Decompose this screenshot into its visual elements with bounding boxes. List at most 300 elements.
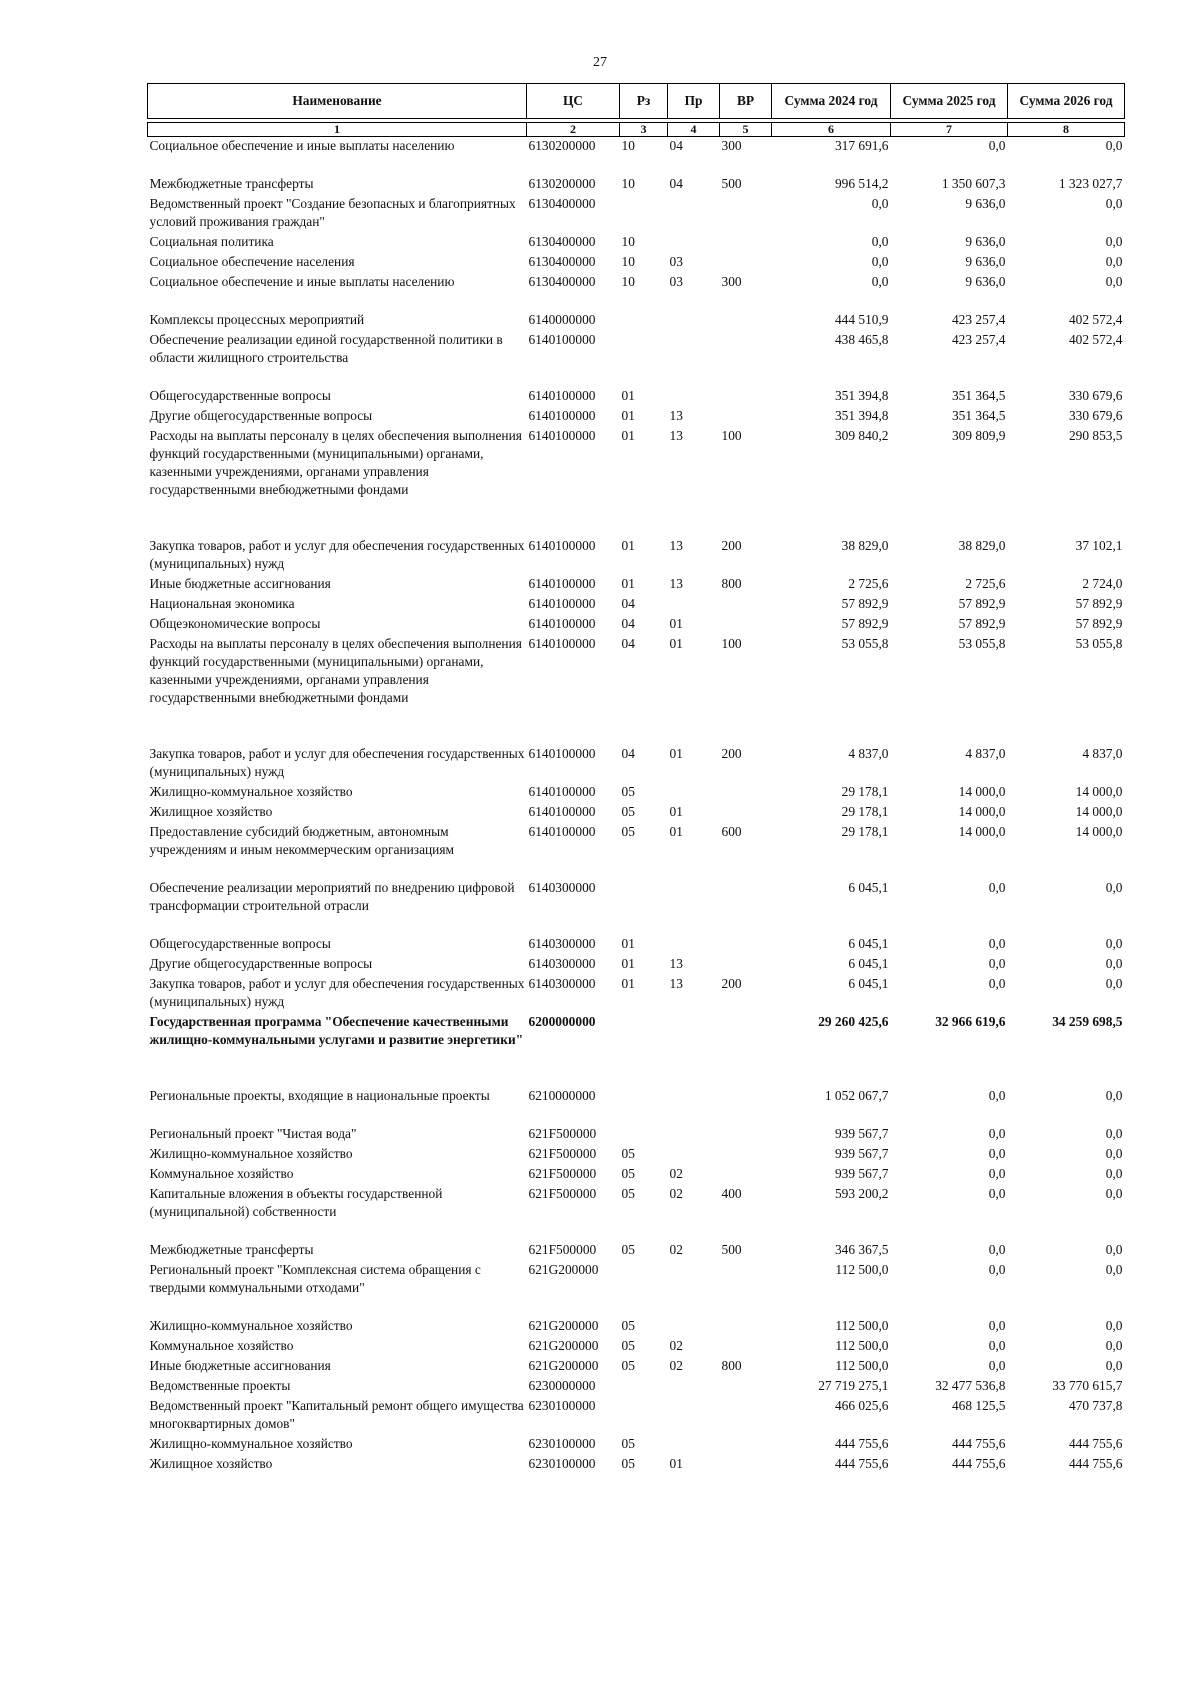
- row-sum-2025: 14 000,0: [958, 784, 1006, 799]
- row-pr: 13: [669, 976, 683, 991]
- row-sum-2026: 14 000,0: [1075, 784, 1123, 799]
- row-name: Капитальные вложения в объекты государственной (муниципальной) собственности: [149, 1186, 443, 1219]
- table-row: [148, 595, 1125, 615]
- row-vr: [720, 311, 772, 331]
- col-header-sum-2024: Сумма 2024 год: [772, 84, 891, 119]
- row-pr: [668, 879, 720, 935]
- row-sum-2024: 27 719 275,1: [818, 1378, 889, 1393]
- row-vr: [720, 387, 772, 407]
- row-vr: 500: [721, 176, 742, 191]
- column-number-row: [148, 123, 1125, 137]
- row-sum-2025: 0,0: [988, 1318, 1006, 1333]
- table-row: [148, 803, 1125, 823]
- row-sum-2025: 1 350 607,3: [941, 176, 1006, 191]
- row-pr: [668, 935, 720, 955]
- table-row: [148, 253, 1125, 273]
- row-vr: [720, 1013, 772, 1087]
- row-sum-2024: 309 840,2: [834, 428, 889, 443]
- row-sum-2026: 14 000,0: [1075, 804, 1123, 819]
- row-sum-2026: 0,0: [1105, 1146, 1123, 1161]
- table-row: [148, 331, 1125, 387]
- table-row: [148, 137, 1125, 176]
- row-name: Обеспечение реализации единой государственной политики в области жилищного строительства: [149, 332, 503, 365]
- row-rz: 05: [621, 1242, 635, 1257]
- row-sum-2025: 4 837,0: [965, 746, 1006, 761]
- row-sum-2025: 351 364,5: [951, 388, 1006, 403]
- row-sum-2025: 32 477 536,8: [935, 1378, 1006, 1393]
- row-name: Региональный проект "Комплексная система обращения с твердыми коммунальными отходами": [149, 1262, 481, 1295]
- row-sum-2024: 466 025,6: [834, 1398, 889, 1413]
- row-cs-code: 6140300000: [528, 976, 596, 991]
- row-cs-code: 621F500000: [528, 1126, 597, 1141]
- row-vr: 500: [721, 1242, 742, 1257]
- col-header-rz: Рз: [620, 84, 668, 119]
- table-row: [148, 1435, 1125, 1455]
- row-cs-code: 6230000000: [528, 1378, 596, 1393]
- row-vr: 400: [721, 1186, 742, 1201]
- row-pr: [668, 233, 720, 253]
- row-pr: 13: [669, 428, 683, 443]
- row-vr: [720, 1397, 772, 1435]
- row-rz: 04: [621, 636, 635, 651]
- row-sum-2026: 0,0: [1105, 1088, 1123, 1103]
- row-name: Закупка товаров, работ и услуг для обеспечения государственных (муниципальных) нужд: [149, 976, 525, 1009]
- row-name: Национальная экономика: [149, 596, 295, 611]
- row-sum-2025: 0,0: [988, 1166, 1006, 1181]
- row-sum-2025: 423 257,4: [951, 312, 1006, 327]
- row-cs-code: 6130400000: [528, 274, 596, 289]
- col-number: 7: [891, 123, 1008, 137]
- row-cs-code: 6140100000: [528, 576, 596, 591]
- row-name: Межбюджетные трансферты: [149, 176, 314, 191]
- row-vr: [720, 195, 772, 233]
- row-sum-2024: 57 892,9: [841, 616, 889, 631]
- row-vr: [720, 955, 772, 975]
- row-sum-2025: 0,0: [988, 1186, 1006, 1201]
- row-cs-code: 6210000000: [528, 1088, 596, 1103]
- row-sum-2024: 351 394,8: [834, 388, 889, 403]
- row-sum-2024: 6 045,1: [848, 936, 889, 951]
- row-rz: 01: [621, 576, 635, 591]
- row-sum-2025: 0,0: [988, 138, 1006, 153]
- row-rz: 10: [621, 234, 635, 249]
- row-cs-code: 6130400000: [528, 234, 596, 249]
- row-rz: 05: [621, 1358, 635, 1373]
- row-pr: [668, 1317, 720, 1337]
- row-sum-2026: 0,0: [1105, 1242, 1123, 1257]
- table-row: [148, 233, 1125, 253]
- table-row: [148, 1241, 1125, 1261]
- table-row: [148, 1165, 1125, 1185]
- row-name: Социальная политика: [149, 234, 274, 249]
- row-pr: [668, 1013, 720, 1087]
- row-name: Региональные проекты, входящие в национальные проекты: [149, 1088, 490, 1103]
- table-body: [148, 137, 1125, 1476]
- row-cs-code: 6230100000: [528, 1436, 596, 1451]
- row-sum-2025: 468 125,5: [951, 1398, 1006, 1413]
- row-cs-code: 6230100000: [528, 1398, 596, 1413]
- row-name: Закупка товаров, работ и услуг для обеспечения государственных (муниципальных) нужд: [149, 746, 525, 779]
- row-sum-2025: 2 725,6: [965, 576, 1006, 591]
- row-sum-2026: 37 102,1: [1075, 538, 1123, 553]
- row-sum-2026: 330 679,6: [1068, 388, 1123, 403]
- row-sum-2024: 939 567,7: [834, 1126, 889, 1141]
- col-number: 6: [772, 123, 891, 137]
- row-vr: [720, 233, 772, 253]
- table-row: [148, 1357, 1125, 1377]
- table-row: [148, 1337, 1125, 1357]
- row-cs-code: 6140300000: [528, 936, 596, 951]
- row-pr: 04: [669, 176, 683, 191]
- row-sum-2024: 1 052 067,7: [824, 1088, 889, 1103]
- row-rz: [620, 1013, 668, 1087]
- table-row: [148, 823, 1125, 879]
- row-pr: [668, 1377, 720, 1397]
- row-vr: [720, 1377, 772, 1397]
- row-vr: [720, 595, 772, 615]
- table-row: [148, 1397, 1125, 1435]
- row-vr: [720, 253, 772, 273]
- row-rz: [620, 1087, 668, 1125]
- col-header-cs: ЦС: [527, 84, 620, 119]
- row-rz: 05: [621, 804, 635, 819]
- table-row: [148, 955, 1125, 975]
- row-pr: 02: [669, 1166, 683, 1181]
- row-cs-code: 6230100000: [528, 1456, 596, 1471]
- row-vr: [720, 1165, 772, 1185]
- col-header-pr: Пр: [668, 84, 720, 119]
- table-row: [148, 1317, 1125, 1337]
- row-pr: 13: [669, 956, 683, 971]
- row-vr: [720, 407, 772, 427]
- row-name: Жилищное хозяйство: [149, 1456, 273, 1471]
- table-row: [148, 1145, 1125, 1165]
- row-sum-2025: 0,0: [988, 1146, 1006, 1161]
- row-pr: [668, 195, 720, 233]
- row-name: Ведомственный проект "Создание безопасных и благоприятных условий проживания граждан": [149, 196, 516, 229]
- row-sum-2025: 57 892,9: [958, 596, 1006, 611]
- row-sum-2025: 32 966 619,6: [935, 1014, 1006, 1029]
- row-sum-2026: 33 770 615,7: [1052, 1378, 1123, 1393]
- col-header-vr: ВР: [720, 84, 772, 119]
- row-name: Иные бюджетные ассигнования: [149, 1358, 331, 1373]
- row-rz: 01: [621, 936, 635, 951]
- row-name: Общегосударственные вопросы: [149, 388, 331, 403]
- table-row: [148, 407, 1125, 427]
- row-pr: [668, 783, 720, 803]
- row-pr: 01: [669, 804, 683, 819]
- row-cs-code: 621G200000: [528, 1358, 599, 1373]
- row-sum-2025: 0,0: [988, 1262, 1006, 1277]
- row-pr: 01: [669, 1456, 683, 1471]
- col-number: 2: [527, 123, 620, 137]
- row-sum-2024: 6 045,1: [848, 880, 889, 895]
- row-sum-2024: 444 755,6: [834, 1456, 889, 1471]
- table-row: [148, 635, 1125, 745]
- row-sum-2025: 9 636,0: [965, 234, 1006, 249]
- table-row: [148, 311, 1125, 331]
- row-pr: [668, 1397, 720, 1435]
- row-sum-2026: 470 737,8: [1068, 1398, 1123, 1413]
- row-pr: 01: [669, 746, 683, 761]
- row-sum-2026: 444 755,6: [1068, 1436, 1123, 1451]
- row-sum-2026: 57 892,9: [1075, 596, 1123, 611]
- row-rz: [620, 1125, 668, 1145]
- row-sum-2024: 444 510,9: [834, 312, 889, 327]
- row-name: Комплексы процессных мероприятий: [149, 312, 365, 327]
- row-sum-2024: 112 500,0: [835, 1338, 889, 1353]
- row-rz: 10: [621, 176, 635, 191]
- row-sum-2025: 9 636,0: [965, 196, 1006, 211]
- row-vr: [720, 879, 772, 935]
- page-number: 27: [593, 55, 607, 70]
- row-cs-code: 6140100000: [528, 428, 596, 443]
- row-sum-2025: 57 892,9: [958, 616, 1006, 631]
- row-vr: 800: [721, 576, 742, 591]
- row-pr: 01: [669, 636, 683, 651]
- row-sum-2024: 29 178,1: [841, 784, 889, 799]
- row-sum-2024: 939 567,7: [834, 1146, 889, 1161]
- row-cs-code: 6200000000: [528, 1014, 596, 1029]
- row-rz: 01: [621, 388, 635, 403]
- row-sum-2026: 0,0: [1105, 234, 1123, 249]
- row-vr: 200: [721, 538, 742, 553]
- row-rz: 05: [621, 1146, 635, 1161]
- row-name: Жилищно-коммунальное хозяйство: [149, 1436, 353, 1451]
- row-sum-2026: 0,0: [1105, 274, 1123, 289]
- table-row: [148, 387, 1125, 407]
- row-sum-2025: 351 364,5: [951, 408, 1006, 423]
- row-sum-2025: 0,0: [988, 956, 1006, 971]
- row-cs-code: 6140100000: [528, 784, 596, 799]
- row-sum-2024: 29 178,1: [841, 824, 889, 839]
- row-sum-2026: 14 000,0: [1075, 824, 1123, 839]
- row-name: Государственная программа "Обеспечение качественными жилищно-коммунальными услугами и развитие энергетики": [149, 1014, 524, 1047]
- row-vr: [720, 1337, 772, 1357]
- row-rz: [620, 1261, 668, 1317]
- row-rz: 05: [621, 1186, 635, 1201]
- row-rz: 04: [621, 616, 635, 631]
- row-name: Расходы на выплаты персоналу в целях обеспечения выполнения функций государственными (муниципальными) органами, казенными учреждениями, органами управления государственными внебюджетными фондами: [149, 428, 522, 497]
- row-cs-code: 6140000000: [528, 312, 596, 327]
- row-vr: 200: [721, 976, 742, 991]
- table-row: [148, 575, 1125, 595]
- row-vr: [720, 1145, 772, 1165]
- row-sum-2024: 38 829,0: [841, 538, 889, 553]
- row-pr: [668, 595, 720, 615]
- row-vr: [720, 331, 772, 387]
- row-vr: 300: [721, 138, 742, 153]
- row-sum-2024: 29 260 425,6: [818, 1014, 889, 1029]
- row-name: Общегосударственные вопросы: [149, 936, 331, 951]
- row-rz: 01: [621, 956, 635, 971]
- row-name: Иные бюджетные ассигнования: [149, 576, 331, 591]
- row-rz: [620, 879, 668, 935]
- row-pr: 01: [669, 824, 683, 839]
- row-name: Региональный проект "Чистая вода": [149, 1126, 357, 1141]
- row-name: Закупка товаров, работ и услуг для обеспечения государственных (муниципальных) нужд: [149, 538, 525, 571]
- row-vr: [720, 803, 772, 823]
- row-sum-2024: 6 045,1: [848, 956, 889, 971]
- row-sum-2024: 346 367,5: [834, 1242, 889, 1257]
- row-pr: 13: [669, 576, 683, 591]
- row-pr: 13: [669, 538, 683, 553]
- row-sum-2025: 53 055,8: [958, 636, 1006, 651]
- row-sum-2024: 112 500,0: [835, 1358, 889, 1373]
- row-cs-code: 6140100000: [528, 824, 596, 839]
- row-sum-2026: 0,0: [1105, 956, 1123, 971]
- row-vr: 100: [721, 428, 742, 443]
- row-rz: 01: [621, 976, 635, 991]
- row-sum-2026: 402 572,4: [1068, 332, 1123, 347]
- table-row: [148, 1261, 1125, 1317]
- row-sum-2024: 0,0: [871, 196, 889, 211]
- table-row: [148, 745, 1125, 783]
- row-sum-2025: 0,0: [988, 880, 1006, 895]
- row-sum-2025: 14 000,0: [958, 824, 1006, 839]
- row-sum-2026: 0,0: [1105, 1126, 1123, 1141]
- row-vr: [720, 1455, 772, 1475]
- row-sum-2025: 9 636,0: [965, 254, 1006, 269]
- row-cs-code: 6140100000: [528, 636, 596, 651]
- row-sum-2026: 0,0: [1105, 1166, 1123, 1181]
- row-sum-2026: 57 892,9: [1075, 616, 1123, 631]
- header-row: [148, 84, 1125, 119]
- row-rz: 04: [621, 746, 635, 761]
- row-cs-code: 6140100000: [528, 596, 596, 611]
- row-sum-2026: 0,0: [1105, 138, 1123, 153]
- row-sum-2025: 0,0: [988, 1088, 1006, 1103]
- row-pr: [668, 1435, 720, 1455]
- row-rz: 05: [621, 784, 635, 799]
- row-name: Жилищно-коммунальное хозяйство: [149, 784, 353, 799]
- table-row: [148, 1013, 1125, 1087]
- row-rz: 05: [621, 1436, 635, 1451]
- row-cs-code: 6140100000: [528, 746, 596, 761]
- table-row: [148, 935, 1125, 955]
- row-rz: [620, 331, 668, 387]
- row-pr: 02: [669, 1186, 683, 1201]
- row-cs-code: 6130400000: [528, 254, 596, 269]
- row-rz: 05: [621, 824, 635, 839]
- col-header-sum-2026: Сумма 2026 год: [1008, 84, 1125, 119]
- row-sum-2026: 0,0: [1105, 936, 1123, 951]
- row-name: Межбюджетные трансферты: [149, 1242, 314, 1257]
- row-sum-2026: 444 755,6: [1068, 1456, 1123, 1471]
- row-cs-code: 6130400000: [528, 196, 596, 211]
- row-sum-2024: 317 691,6: [834, 138, 889, 153]
- row-name: Жилищное хозяйство: [149, 804, 273, 819]
- row-sum-2025: 14 000,0: [958, 804, 1006, 819]
- row-sum-2025: 9 636,0: [965, 274, 1006, 289]
- row-vr: [720, 1317, 772, 1337]
- row-rz: 05: [621, 1318, 635, 1333]
- row-cs-code: 621G200000: [528, 1318, 599, 1333]
- row-sum-2025: 0,0: [988, 976, 1006, 991]
- row-sum-2026: 0,0: [1105, 976, 1123, 991]
- row-vr: [720, 615, 772, 635]
- row-rz: [620, 1397, 668, 1435]
- row-vr: [720, 783, 772, 803]
- row-sum-2024: 0,0: [871, 254, 889, 269]
- row-sum-2026: 0,0: [1105, 254, 1123, 269]
- row-sum-2026: 0,0: [1105, 196, 1123, 211]
- row-sum-2025: 0,0: [988, 1338, 1006, 1353]
- row-sum-2024: 444 755,6: [834, 1436, 889, 1451]
- table-row: [148, 427, 1125, 537]
- row-sum-2026: 0,0: [1105, 880, 1123, 895]
- row-pr: [668, 1087, 720, 1125]
- col-number: 5: [720, 123, 772, 137]
- row-pr: 02: [669, 1242, 683, 1257]
- row-sum-2024: 593 200,2: [834, 1186, 889, 1201]
- row-pr: [668, 1125, 720, 1145]
- row-pr: 01: [669, 616, 683, 631]
- row-rz: 05: [621, 1338, 635, 1353]
- row-rz: [620, 195, 668, 233]
- row-sum-2026: 290 853,5: [1068, 428, 1123, 443]
- row-name: Коммунальное хозяйство: [149, 1338, 294, 1353]
- col-number: 8: [1008, 123, 1125, 137]
- row-sum-2024: 57 892,9: [841, 596, 889, 611]
- table-row: [148, 879, 1125, 935]
- row-sum-2024: 112 500,0: [835, 1262, 889, 1277]
- row-sum-2024: 0,0: [871, 274, 889, 289]
- row-cs-code: 621F500000: [528, 1146, 597, 1161]
- row-name: Ведомственные проекты: [149, 1378, 291, 1393]
- row-cs-code: 6140100000: [528, 408, 596, 423]
- table-row: [148, 175, 1125, 195]
- table-row: [148, 273, 1125, 311]
- col-header-sum-2025: Сумма 2025 год: [891, 84, 1008, 119]
- table-row: [148, 1455, 1125, 1475]
- row-vr: 300: [721, 274, 742, 289]
- row-rz: [620, 311, 668, 331]
- row-name: Обеспечение реализации мероприятий по внедрению цифровой трансформации строительной отрасли: [149, 880, 515, 913]
- table-row: [148, 1377, 1125, 1397]
- row-sum-2026: 53 055,8: [1075, 636, 1123, 651]
- row-pr: [668, 311, 720, 331]
- table-row: [148, 1087, 1125, 1125]
- row-sum-2024: 351 394,8: [834, 408, 889, 423]
- row-rz: 05: [621, 1166, 635, 1181]
- row-rz: 10: [621, 274, 635, 289]
- table-row: [148, 975, 1125, 1013]
- row-cs-code: 621G200000: [528, 1262, 599, 1277]
- row-vr: [720, 1087, 772, 1125]
- table-row: [148, 615, 1125, 635]
- row-cs-code: 6140100000: [528, 388, 596, 403]
- row-cs-code: 621F500000: [528, 1186, 597, 1201]
- row-vr: [720, 1435, 772, 1455]
- row-sum-2024: 0,0: [871, 234, 889, 249]
- row-sum-2025: 423 257,4: [951, 332, 1006, 347]
- row-rz: 10: [621, 254, 635, 269]
- row-cs-code: 621F500000: [528, 1242, 597, 1257]
- row-sum-2025: 444 755,6: [951, 1436, 1006, 1451]
- row-vr: [720, 1125, 772, 1145]
- row-name: Социальное обеспечение и иные выплаты населению: [149, 138, 455, 153]
- row-cs-code: 6140100000: [528, 332, 596, 347]
- row-rz: 10: [621, 138, 635, 153]
- row-vr: [720, 935, 772, 955]
- row-sum-2025: 38 829,0: [958, 538, 1006, 553]
- row-cs-code: 6140300000: [528, 956, 596, 971]
- col-number: 3: [620, 123, 668, 137]
- row-sum-2024: 53 055,8: [841, 636, 889, 651]
- row-pr: [668, 331, 720, 387]
- col-number: 1: [148, 123, 527, 137]
